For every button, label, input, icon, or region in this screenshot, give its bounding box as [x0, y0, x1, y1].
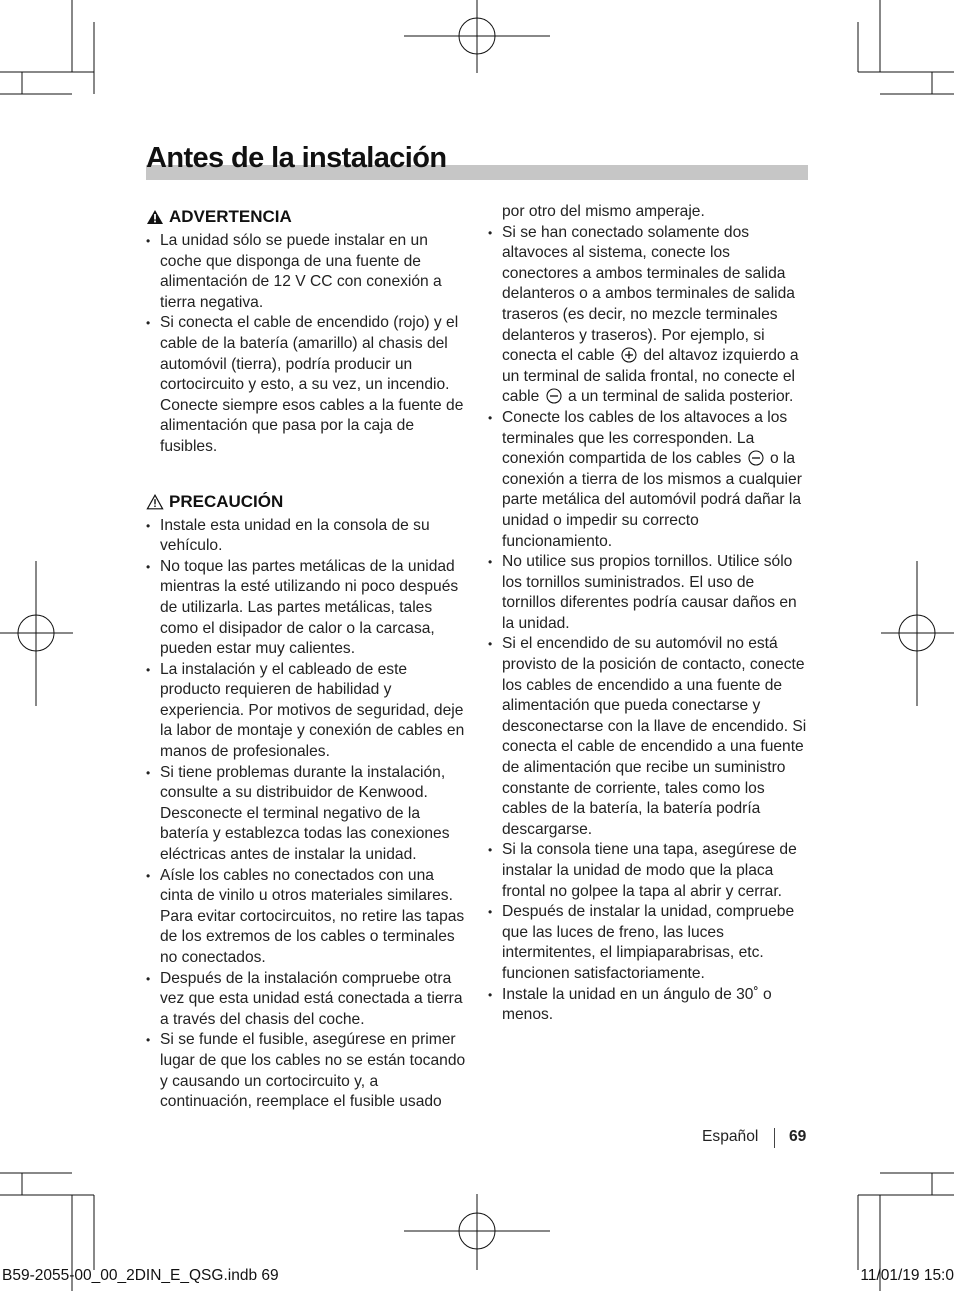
ground-text-1: Conecte los cables de los altavoces a los terminales que les corresponden. La conexión compartida de los cables [502, 408, 788, 468]
page-number: 69 [789, 1128, 807, 1145]
warning-list [146, 231, 466, 458]
caution-heading-label: PRECAUCIÓN [169, 491, 284, 511]
list-item: • La instalación y el cableado de este producto requieren de habilidad y experiencia. Por motivos de seguridad, deje la labor de montaje y conexión de cables en manos de profesionales. [146, 660, 466, 763]
footer-language: Español [702, 1128, 759, 1145]
list-item [488, 223, 808, 408]
list-item: • Instale esta unidad en la consola de su vehículo. [146, 516, 466, 557]
right-column [488, 202, 808, 1026]
warning-triangle-icon [146, 209, 164, 225]
speaker-text-3: a un terminal de salida posterior. [567, 388, 794, 406]
list-item: • Si tiene problemas durante la instalación, consulte a su distribuidor de Kenwood. Desconecte el terminal negativo de la batería y establezca todas las conexiones eléctricas antes de instalar la unidad. [146, 763, 466, 866]
list-item: • Después de la instalación compruebe otra vez que esta unidad está conectada a tierra a través del chasis del coche. [146, 969, 466, 1031]
minus-circle-icon [748, 450, 764, 466]
warning-heading [146, 205, 466, 229]
list-item: • No utilice sus propios tornillos. Utilice sólo los tornillos suministrados. El uso de tornillos diferentes podría causar daños en la unidad. [488, 552, 808, 634]
list-item [488, 408, 808, 552]
caution-list-continued [488, 202, 808, 1026]
list-item: • Si la consola tiene una tapa, asegúrese de instalar la unidad de modo que la placa frontal no golpee la tapa al abrir y cerrar. [488, 840, 808, 902]
left-column [146, 205, 466, 1113]
list-item-continuation: por otro del mismo amperaje. [502, 203, 705, 220]
minus-circle-icon [546, 388, 562, 404]
list-item: • Si conecta el cable de encendido (rojo) y el cable de la batería (amarillo) al chasis del automóvil (tierra), podría producir un cortocircuito y esto, a su vez, un incendio. Conecte siempre esos cables a la fuente de alimentación que pasa por la caja de fusibles. [146, 313, 466, 457]
caution-triangle-icon [146, 494, 164, 510]
list-item: • Si el encendido de su automóvil no está provisto de la posición de contacto, conecte los cables de encendido a una fuente de alimentación que pueda conectarse y desconectarse con la llave de encendido. Si conecta el cable de encendido a una fuente de alimentación que recibe un suministro constante de corriente, tales como los cables de la batería, la batería podría descargarse. [488, 634, 808, 840]
ground-text-2: o la conexión a tierra de los mismos a cualquier parte metálica del automóvil podrá dañar la unidad o impedir su correcto funcionamiento. [502, 450, 802, 550]
page-title: Antes de la instalación [146, 142, 447, 174]
print-slug-datetime: 11/01/19 15:0 [860, 1267, 954, 1284]
list-item: • Aísle los cables no conectados con una cinta de vinilo u otros materiales similares. Para evitar cortocircuitos, no retire las tapas de los extremos de los cables o terminales no conectados. [146, 866, 466, 969]
list-item: • Instale la unidad en un ángulo de 30˚ o menos. [488, 985, 808, 1026]
warning-heading-label: ADVERTENCIA [169, 207, 292, 226]
caution-list [146, 516, 466, 1113]
footer-divider [774, 1128, 775, 1148]
list-item: • Después de instalar la unidad, compruebe que las luces de freno, las luces intermitentes, el limpiaparabrisas, etc. funcionen satisfactoriamente. [488, 902, 808, 984]
list-item: • La unidad sólo se puede instalar en un coche que disponga de una fuente de alimentación de 12 V CC con conexión a tierra negativa. [146, 231, 466, 313]
print-slug-filename: B59-2055-00_00_2DIN_E_QSG.indb 69 [2, 1267, 279, 1284]
plus-circle-icon [621, 347, 637, 363]
caution-heading [146, 490, 466, 514]
speaker-text-1: Si se han conectado solamente dos altavoces al sistema, conecte los conectores a ambos terminales de salida delanteros o a ambos terminales de salida traseros (es decir, no mezcle terminales delanteros y traseros). Por ejemplo, si conecta el cable [502, 223, 795, 365]
list-item: • No toque las partes metálicas de la unidad mientras la esté utilizando ni poco después de utilizarla. Las partes metálicas, tales como el disipador de calor o la carcasa, pueden estar muy calientes. [146, 557, 466, 660]
list-item: • Si se funde el fusible, asegúrese en primer lugar de que los cables no se están tocando y causando un cortocircuito y, a continuación, reemplace el fusible usado [146, 1030, 466, 1112]
speaker-text-2: del altavoz izquierdo a un terminal de salida frontal, no conecte el cable [502, 347, 799, 406]
